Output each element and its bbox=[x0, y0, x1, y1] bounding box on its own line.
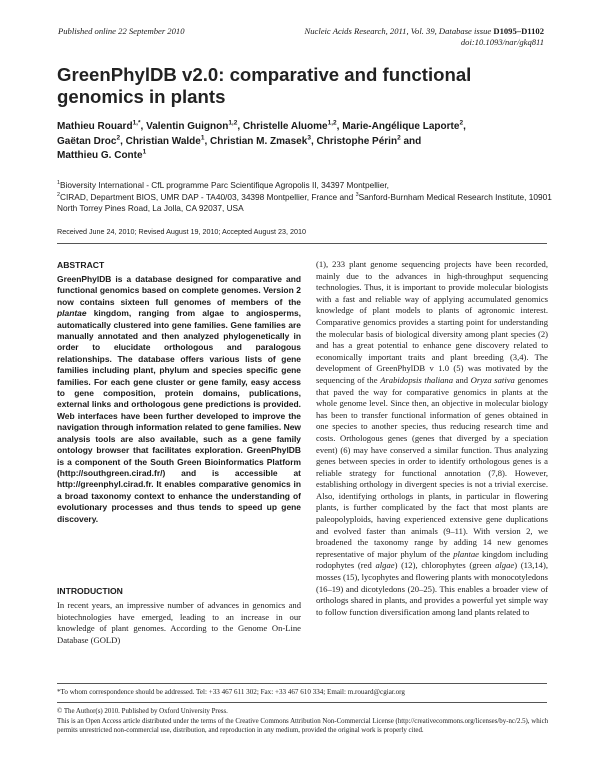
affiliation-1: Bioversity International - CfL programme Parc Scientifique Agropolis II, 34397 Montpellier, bbox=[60, 180, 389, 190]
correspondence-footnote: *To whom correspondence should be addressed. Tel: +33 467 611 302; Fax: +33 467 610 334; Email: m.rouard@cgiar.org bbox=[57, 688, 405, 696]
received-dates: Received June 24, 2010; Revised August 19, 2010; Accepted August 23, 2010 bbox=[57, 227, 306, 236]
copyright-notice bbox=[57, 707, 557, 736]
author: Mathieu Rouard$^{1,*}$, bbox=[57, 119, 147, 132]
introduction-heading: INTRODUCTION bbox=[57, 586, 123, 596]
published-date: Published online 22 September 2010 bbox=[58, 26, 185, 36]
affiliation-2: CIRAD, Department BIOS, UMR DAP - TA40/03, 34398 Montpellier, France and bbox=[60, 191, 354, 202]
abstract-heading: ABSTRACT bbox=[57, 260, 105, 270]
copyright-divider bbox=[57, 702, 547, 703]
author: Christelle Aluome$^{1,2}$, bbox=[242, 119, 343, 132]
journal-citation bbox=[304, 26, 544, 48]
copyright-line: © The Author(s) 2010. Published by Oxford University Press. bbox=[57, 708, 228, 715]
author: Matthieu G. Conte$^1$ bbox=[57, 148, 147, 161]
author: Gaëtan Droc$^2$, bbox=[57, 134, 126, 147]
author: Christian Walde$^1$, bbox=[125, 134, 211, 147]
abstract-body: GreenPhylDB is a database designed for comparative and functional genomics based on complete genomes. Version 2 now contains sixteen full genomes of members of the plantae kingdom, ranging from algae to angiosperms, automatically clustered into gene families. Gene families are manually annotated and then analyzed phylogenetically in order to elucidate orthologous and paralogous relationships. The database offers various lists of gene families including plant, phylum and species specific gene families. For each gene cluster or gene family, easy access to gene composition, protein domains, publications, external links and orthologous gene predictions is provided. Web interfaces have been further developed to improve the navigation through information related to gene families. New analysis tools are also available, such as a gene family ontology browser that facilitates exploration. GreenPhylDB is a component of the South Green Bioinformatics Platform (http://southgreen.cirad.fr/) and is accessible at http://greenphyl.cirad.fr. It enables comparative genomics in a broad taxonomy context to enhance the understanding of evolutionary processes and thus tends to speed up gene discovery. bbox=[57, 274, 301, 524]
doi: doi:10.1093/nar/gkq811 bbox=[460, 37, 544, 47]
author: Christian M. Zmasek$^3$, bbox=[210, 134, 317, 147]
affiliations: $^1$Bioversity International - CfL programme Parc Scientifique Agropolis II, 34397 Montpellier, $^2$CIRAD, Department BIOS, UMR DAP - TA40/03, 34398 Montpellier, France and $^3$Sanford-Burnham Medical Research Institute, 10901 North Torrey Pines Road, La Jolla, CA 92037, USA bbox=[57, 180, 552, 213]
right-column-text: (1), 233 plant genome sequencing projects have been recorded, mainly due to the advances in high-throughput sequencing technologies. Thus, it is important to provide molecular biologists with a fast and reliable way of applying accumulated genomics knowledge of plant models to plants of agronomic interest. Comparative genomics provides a starting point for understanding the molecular basis of biological diversity among plant species (2) and has a great potential to enhance gene discovery related to economically important traits and plant breeding (3,4). The development of GreenPhylDB v 1.0 (5) was motivated by the sequencing of the Arabidopsis thaliana and Oryza sativa genomes that paved the way for comparative genomics in plants at the whole genome level. Since then, an objective in molecular biology has been to transfer functional information of genes obtained in one species to another species, thus reducing research time and costs. Orthologous genes (genes that diverged by a speciation event) (6) may have conserved a similar function. Thus analyzing genes between species in order to identify orthologous genes is a reliable strategy for functional annotation (7,8). However, establishing orthology in divergent species is not a trivial exercise. Also, identifying orthologs in plants, in particular in flowering plants, is further complicated by the fact that most plants are paleopolyploids, having experienced extensive gene duplications and evolved faster than animals (9–11). With version 2, we broadened the taxonomy range by adding 14 new genomes representative of major phylum of the plantae kingdom including rodophytes (red algae) (12), chlorophytes (green algae) (13,14), mosses (15), lycophytes and flowering plants with monocotyledons (16–19) and dicotyledons (20–25). This enables a broader view of orthologs shared in plants, and provides a powerful yet simple way to follow function diversification among land plants related to bbox=[316, 259, 549, 617]
page-range: D1095–D1102 bbox=[493, 26, 544, 36]
title-line-1: GreenPhylDB v2.0: comparative and functional bbox=[57, 64, 472, 85]
introduction-body: In recent years, an impressive number of advances in genomics and biotechnologies have emerged, leading to an increase in our knowledge of plant genomes. According to the Genome On-Line Database (GOLD) bbox=[57, 600, 301, 645]
journal-info: Nucleic Acids Research, 2011, Vol. 39, Database issue bbox=[304, 26, 492, 36]
title-line-2: genomics in plants bbox=[57, 86, 226, 107]
author: Christophe Périn$^2$ and bbox=[316, 134, 422, 147]
footnote-divider bbox=[57, 683, 547, 684]
section-divider bbox=[57, 243, 547, 244]
author: Marie-Angélique Laporte$^2$, bbox=[342, 119, 466, 132]
author: Valentin Guignon$^{1,2}$, bbox=[146, 119, 243, 132]
license-text: This is an Open Access article distributed under the terms of the Creative Commons Attribution Non-Commercial License (http://creativecommons.org/licenses/by-nc/2.5), which permits unrestricted non-commercial use, distribution, and reproduction in any medium, provided the original work is properly cited. bbox=[57, 717, 549, 735]
author-list bbox=[57, 120, 557, 164]
affiliation-3: Sanford-Burnham Medical Research Institute, 10901 North Torrey Pines Road, La Jolla, CA 92037, USA bbox=[57, 191, 552, 213]
paper-title bbox=[57, 64, 557, 108]
